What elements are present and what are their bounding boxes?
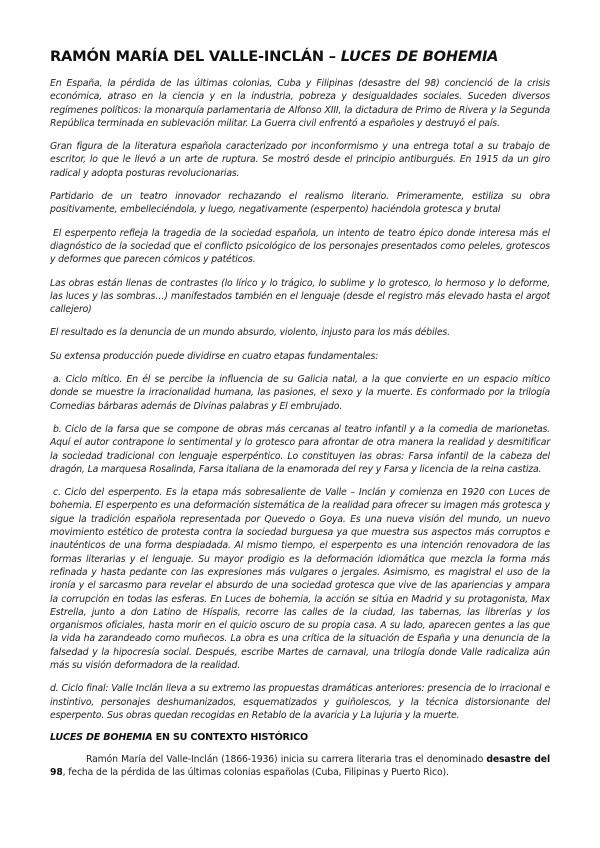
paragraph-stage-c: c. Ciclo del esperpento. Es la etapa más sobresaliente de Valle – Inclán y comienza en 1920 con Luces de bohemia. El esperpento es una deformación sistemática de la realidad para ofrecer su imagen más grotesca y sigue la tradición española representada por Quevedo o Goya. Es una nueva visión del mundo, un nuevo movimiento estético de protesta contra la sociedad burguesa ya que muestra sus aspectos más corruptos e inauténticos de una forma despiadada. Al mismo tiempo, el esperpento es una intención renovadora de las formas literarias y el lenguaje. Su mayor prodigio es la deformación idiomática que mezcla la forma más refinada y hasta pedante con las expresiones más vulgares o jergales. Asimismo, es magistral el uso de la ironía y el sarcasmo para revelar el absurdo de una sociedad grotesca que vive de las apariencias y ampara la corrupción en todas las esferas. En Luces de bohemia, la acción se sitúa en Madrid y su protagonista, Max Estrella, junto a don Latino de Híspalis, recorre las calles de la ciudad, las tabernas, las librerías y los organismos oficiales, hasta morir en el quicio oscuro de su propia casa. A su lado, aparecen gentes a las que la vida ha zarandeado como muñecos. La obra es una crítica de la situación de España y una denuncia de la falsedad y la hipocresía social. Después, escribe Martes de carnaval, una trilogía donde Valle radicaliza aún más su visión deformadora de la realidad. [50, 487, 550, 671]
context-text-bold: desastre del 98 [50, 754, 550, 779]
context-text-end: , fecha de la pérdida de las últimas colonias españolas (Cuba, Filipinas y Puerto Rico). [62, 767, 449, 779]
paragraph-innovative-theatre: Partidario de un teatro innovador rechazando el realismo literario. Primeramente, estiliza su obra positivamente, embelleciéndola, y luego, negativamente (esperpento) haciéndola grotesca y brutal [50, 191, 550, 216]
page-title [50, 48, 550, 65]
paragraph-stage-b: b. Ciclo de la farsa que se compone de obras más cercanas al teatro infantil y a la comedia de marionetas. Aquí el autor contrapone lo sentimental y lo grotesco para afrontar de otra manera la realidad y desmitificar la sociedad tradicional con lenguaje esperpéntico. Lo constituyen las obras: Farsa infantil de la cabeza del dragón, La marquesa Rosalinda, Farsa italiana de la enamorada del rey y Farsa y licencia de la reina castiza. [50, 423, 550, 475]
paragraph-contrasts: Las obras están llenas de contrastes (lo lírico y lo trágico, lo sublime y lo grotesco, lo hermoso y lo deforme, las luces y las sombras…) manifestados también en el lenguaje (desde el registro más elevado hasta el argot callejero) [50, 277, 550, 316]
section-title [50, 732, 550, 743]
paragraph-esperpento: El esperpento refleja la tragedia de la sociedad española, un intento de teatro épico donde interesa más el diagnóstico de la sociedad que el conflicto psicológico de los personajes presentados como peleles, grotescos y deformes que parecen cómicos y patéticos. [50, 227, 550, 266]
paragraph-author-figure: Gran figura de la literatura española caracterizado por inconformismo y una entrega total a su trabajo de escritor, lo que le llevó a un arte de ruptura. Se mostró desde el principio antiburgués. En 1915 da un giro radical y adopta posturas revolucionarias. [50, 141, 550, 179]
paragraph-stage-d: d. Ciclo final: Valle Inclán lleva a su extremo las propuestas dramáticas anteriores: presencia de lo irracional e instintivo, personajes deshumanizados, esquematizados y guiñolescos, y la técnica distorsionante del esperpento. Sus obras quedan recogidas en Retablo de la avaricia y La lujuria y la muerte. [50, 683, 550, 721]
paragraph-historical-context: En España, la pérdida de las últimas colonias, Cuba y Filipinas (desastre del 98) concienció de la crisis económica, atraso en la ciencia y en la industria, pobreza y desigualdades sociales. Suceden diversos regímenes políticos: la monarquía parlamentaria de Alfonso XIII, la dictadura de Primo de Rivera y la Segunda República terminada en sublevación militar. La Guerra civil enfrentó a españoles y destruyó el país. [50, 78, 550, 129]
title-work: LUCES DE BOHEMIA [340, 48, 499, 65]
title-author: RAMÓN MARÍA DEL VALLE-INCLÁN – [50, 48, 341, 65]
section-title-work: LUCES DE BOHEMIA [50, 732, 153, 744]
paragraph-context [50, 753, 550, 780]
paragraph-result: El resultado es la denuncia de un mundo absurdo, violento, injusto para los más débiles. [50, 327, 450, 339]
paragraph-stage-a: a. Ciclo mítico. En él se percibe la influencia de su Galicia natal, a la que convierte en un espacio mítico donde se muestre la irracionalidad humana, las pasiones, el sexo y la muerte. Es conformado por la trilogía Comedias bárbaras además de Divinas palabras y El embrujado. [50, 374, 550, 412]
paragraph-stages-intro: Su extensa producción puede dividirse en cuatro etapas fundamentales: [50, 350, 379, 362]
section-title-rest: EN SU CONTEXTO HISTÓRICO [152, 732, 308, 744]
context-text-start: Ramón María del Valle-Inclán (1866-1936) inicia su carrera literaria tras el denominado [86, 754, 487, 766]
